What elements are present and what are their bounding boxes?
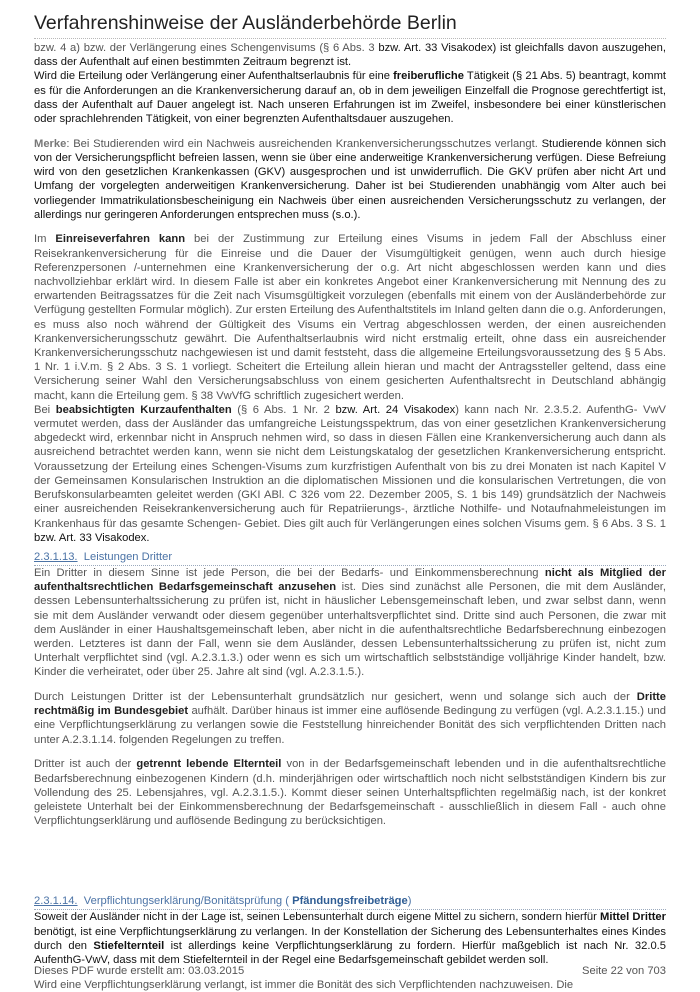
section-number-link[interactable]: 2.3.1.14. xyxy=(34,895,78,908)
text-run: Bei xyxy=(34,403,56,416)
text-run: bzw. Art. 33 Visakodex. xyxy=(34,531,150,544)
paragraph-kurzaufenthalte xyxy=(34,403,666,545)
section-heading-verpflichtungserklaerung xyxy=(34,892,666,910)
document-body xyxy=(34,41,666,992)
text-run: Wird die Erteilung oder Verlängerung einer Aufenthaltserlaubnis für eine xyxy=(34,70,394,83)
text-run: Ein Dritter in diesem Sinne ist jede Person, die bei der Bedarfs- und Einkommensberechnung xyxy=(34,566,545,579)
text-run: ist. Dies sind zunächst alle Personen, die mit dem Ausländer, dessen Lebensunterhaltssicherung zu prüfen ist, nicht in häuslicher Lebensgemeinschaft leben, und zwar selbst dann, wenn sie mit dem Ausländer verwandt oder diesem gegenüber unterhaltsverpflichtet sind. Dritte sind auch Personen, die zwar mit dem Ausländer in einer Haushaltsgemeinschaft leben, aber nicht in die aufenthaltsrechtliche Bedarfsberechnung einbezogen werden. Letzteres ist dann der Fall, wenn sie dem Ausländer, dessen Lebensunterhaltssicherung zu prüfen ist, nicht zum Unterhalt verpflichtet sind (vgl. A.2.3.1.3.) oder wenn es sich um wirtschaftlich selbstständige volljährige Kinder handelt, bzw. Kinder die verheiratet, oder über 25. Jahre alt sind (vgl. A.2.3.1.5.). xyxy=(34,581,667,679)
bold-term: getrennt lebende Elternteil xyxy=(136,758,282,771)
paragraph-merke xyxy=(34,137,666,222)
text-run: Studierende können sich von der Versicherungspflicht befreien lassen, wenn sie über eine anderweitige Krankenversicherung verfügen. Diese Befreiung wird von den gesetzlichen Krankenkassen (GKV) ausgesprochen und ist unwiderruflich. Die GKV prüfen aber nicht Art und Umfang der vorgelegten anderweitigen Krankenversicherung. Daher ist bei Studierenden unabhängig vom Alter auch bei vorliegender Immatrikulationsbescheinigung ein Nachweis über einen ausreichenden Versicherungsschutz zu verlangen, der allerdings nur geringeren Anforderungen entsprechen muss (s.o.). xyxy=(34,137,666,221)
text-run: Wird eine Verpflichtungserklärung verlangt, ist immer die Bonität des sich Verpflichtenden nachzuweisen. Die xyxy=(34,978,574,991)
bold-term: Dritte rechtmäßig im Bundesgebiet xyxy=(34,691,666,718)
text-run: Dritter ist auch der xyxy=(34,758,137,771)
text-run: Soweit der Ausländer nicht in der Lage ist, seinen Lebensunterhalt durch eigene Mittel zu sichern, sondern hierfür xyxy=(34,911,601,924)
paragraph-einreiseverfahren xyxy=(34,232,666,402)
section-title: Verpflichtungserklärung/Bonitätsprüfung ( xyxy=(83,895,293,908)
section-heading-leistungen-dritter xyxy=(34,548,666,566)
text-run: bei der Zustimmung zur Erteilung eines Visums in jedem Fall der Abschluss einer Reisekrankenversicherung für die Einreise und die Dauer der Visumgültigkeit genügen, wenn auch durch hiesige Referenzpersonen /-unternehmen eine Krankenversicherung der o.g. Art nicht abgeschlossen werden kann und dies nachvollziehbar erklärt wird. In diesem Falle ist aber ein konkretes Angebot einer Krankenversicherung mit Nennung des zu erwartenden Beitragssatzes für die Zeit nach Visumsgültigkeit vorzulegen (ebenfalls mit einem von der Ausländerbehörde zur Verfügung gestellten Formular möglich). Zur ersten Erteilung des Aufenthaltstitels im Inland gelten dann die o.g. Anforderungen, es muss also noch während der Gültigkeit des Visums ein Vertrag abgeschlossen werden, der einen ausreichenden Krankenversicherungsschutz gewährt. Die Aufenthaltserlaubnis wird nicht erstmalig erteilt, ohne dass ein ausreichender Krankenversicherungsschutz nachgewiesen ist und damit feststeht, dass die allgemeine Erteilungsvoraussetzung des § 5 Abs. 1 Nr. 1 i.V.m. § 2 Abs. 3 S. 1 vorliegt. Scheitert die Erteilung allein hieran und macht der Antragssteller geltend, dass eine Versicherung seiner Wahl den Versicherungsabschluss von einem gesicherten Aufenthaltsrecht in Deutschland abhängig macht, kann die Erteilung gem. § 38 VwVfG schriftlich zugesichert werden. xyxy=(34,233,666,402)
section-number-link[interactable]: 2.3.1.13. xyxy=(34,550,78,563)
text-run: aufhält. Darüber hinaus ist immer eine auflösende Bedingung zu verfügen (vgl. A.2.3.1.15.) und eine Verpflichtungserklärung zu verlangen sowie die Feststellung hinreichender Bonität des sich verpflichtenden Dritten nach unter A.2.3.1.14. folgenden Regelungen zu treffen. xyxy=(34,705,666,746)
merke-label: Merke xyxy=(34,137,67,150)
section-title-end: ) xyxy=(407,895,412,908)
page-header xyxy=(34,10,666,39)
footer-page-number: Seite 22 von 703 xyxy=(582,965,666,977)
text-run: bzw. 4 a) bzw. der Verlängerung eines Schengenvisums (§ 6 Abs. 3 xyxy=(34,42,379,54)
page-title: Verfahrenshinweise der Ausländerbehörde Berlin xyxy=(34,12,457,34)
footer-created-date: Dieses PDF wurde erstellt am: 03.03.2015 xyxy=(34,965,245,977)
text-run: ist allerdings keine Verpflichtungserklärung zu fordern. Hierfür maßgeblich ist nach Nr. 32.0.5 AufenthG-VwV, dass mit dem Stiefelternteil in der Regel eine Bedarfsgemeinschaft gebildet werden soll. xyxy=(34,939,666,966)
paragraph-leistungen-dritter xyxy=(34,690,666,747)
paragraph-elternteil xyxy=(34,757,666,828)
text-run: (§ 6 Abs. 1 Nr. 2 xyxy=(231,403,336,416)
bold-term: nicht als Mitglied der aufenthaltsrechtlichen Bedarfsgemeinschaft anzusehen xyxy=(34,566,666,594)
paragraph-dritter-definition xyxy=(34,566,666,680)
paragraph-freelance xyxy=(34,69,666,126)
text-run: bzw. Art. 24 Visakodex xyxy=(335,403,456,416)
text-run: Im xyxy=(34,233,56,246)
section-title: Leistungen Dritter xyxy=(83,550,173,563)
page-footer xyxy=(34,965,666,977)
bold-term: Stiefelternteil xyxy=(93,939,165,952)
text-run: Durch Leistungen Dritter ist der Lebensunterhalt grundsätzlich nur gesichert, wenn und solange sich auch der xyxy=(34,691,637,704)
bold-term: freiberufliche xyxy=(393,70,464,83)
text-run: ) kann nach Nr. 2.3.5.2. AufenthG- VwV vermutet werden, dass der Ausländer das umfangreiche Leistungsspektrum, das von einer gesetzlichen Krankenversicherung abgedeckt wird, erkennbar nicht in Anspruch nehmen wird, so dass in diesen Fällen eine Krankenversicherung auch dann als ausreichend betrachtet werden kann, wenn sie nicht dem Leistungskatalog der gesetzlichen Krankenversicherung entspricht. Voraussetzung der Erteilung eines Schengen-Visums zum kurzfristigen Aufenthalt von bis zu drei Monaten ist nach Kapitel V der Gemeinsamen Konsularischen Instruktion an die diplomatischen Missionen und die konsularischen Vertretungen, die von Berufskonsularbeamten geleitet werden (GKI ABl. C 326 vom 22. Dezember 2005, S. 1 bis 149) grundsätzlich der Nachweis einer ausreichenden Reisekrankenversicherung auch für Repatriierungs-, ärztliche Nothilfe- und Notaufnahmeleistungen im Krankenhaus für das gesamte Schengen- Gebiet. Dies gilt auch für Verlängerungen eines solchen Visums gem. § 6 Abs. 3 S. 1 xyxy=(34,403,667,530)
bold-term: beabsichtigten Kurzaufenthalten xyxy=(55,403,232,416)
text-run: : Bei Studierenden wird ein Nachweis ausreichenden Krankenversicherungsschutzes verlangt. xyxy=(66,137,542,150)
text-run: von in der Bedarfsgemeinschaft lebenden und in die aufenthaltsrechtliche Bedarfsberechnung einbezogenen Kindern (d.h. minderjährigen oder wirtschaftlich noch nicht selbstständigen Kindern bis zur Vollendung des 25. Lebensjahres, vgl. A.2.3.1.5.). Kommt dieser seinen Unterhaltspflichten regelmäßig nach, ist der konkret geleistete Unterhalt bei der Einkommensberechnung der Bedarfsgemeinschaft - ausschließlich in diesem Fall - auch ohne Verpflichtungserklärung und auflösende Bedingung zu berücksichtigen. xyxy=(34,758,666,828)
section-title-bold: Pfändungsfreibeträge xyxy=(292,895,408,908)
bold-term: Einreiseverfahren kann xyxy=(55,233,186,246)
paragraph-mittel-dritter xyxy=(34,910,666,967)
text-run: benötigt, ist eine Verpflichtungserklärung zu verlangen. In der Konstellation der Sicherung des Lebensunterhaltes eines Kindes durch den xyxy=(34,925,666,952)
bold-term: Mittel Dritter xyxy=(600,911,666,924)
paragraph-schengen-visa xyxy=(34,41,666,69)
text-run: bzw. Art. 33 Visakodex) ist gleichfalls davon auszugehen, dass der Aufenthalt auf einen bestimmten Zeitraum begrenzt ist. xyxy=(34,42,666,69)
text-run: Tätigkeit (§ 21 Abs. 5) beantragt, kommt es für die Anforderungen an die Krankenversicherung darauf an, ob in dem jeweiligen Einzelfall die Prognose gerechtfertigt ist, dass der Aufenthalt auf Dauer angelegt ist. Nach unseren Erfahrungen ist im Zweifel, insbesondere bei einer künstlerischen oder sprachlehrenden Tätigkeit, von einer begrenzten Aufenthaltsdauer auszugehen. xyxy=(34,70,666,126)
